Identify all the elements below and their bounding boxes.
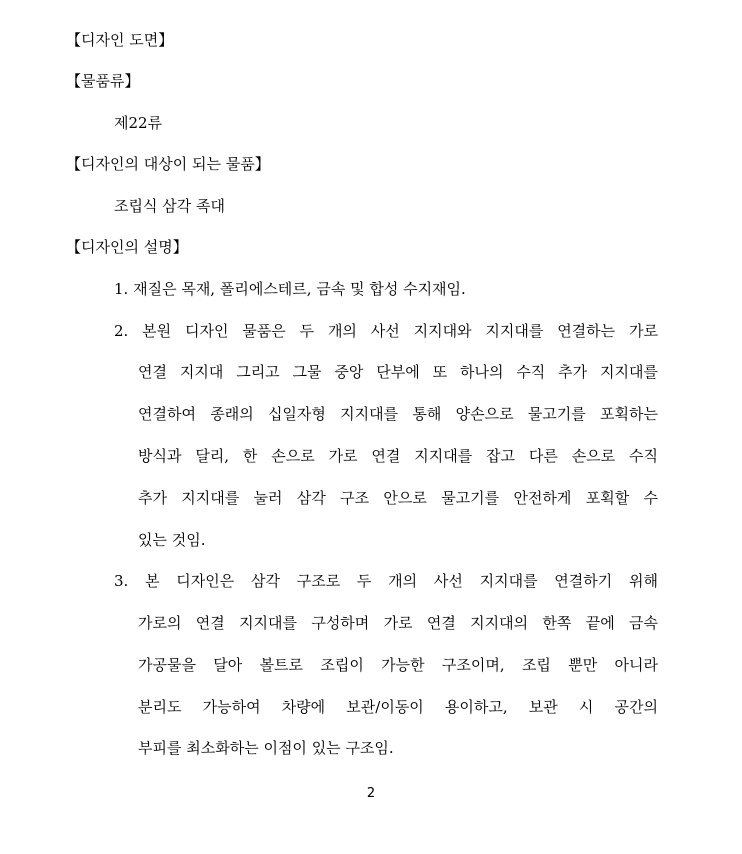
description-item-3 <box>114 571 658 591</box>
item-number: 2. <box>114 322 129 340</box>
item-line: 본원 디자인 물품은 두 개의 사선 지지대와 지지대를 연결하는 가로 <box>142 322 658 340</box>
article-heading: 【디자인의 대상이 되는 물품】 <box>66 155 270 173</box>
class-heading: 【물품류】 <box>66 72 140 90</box>
class-value: 제22류 <box>114 114 163 132</box>
description-heading: 【디자인의 설명】 <box>66 238 188 256</box>
drawing-heading: 【디자인 도면】 <box>66 31 174 49</box>
item-line: 재질은 목재, 폴리에스테르, 금속 및 합성 수지재임. <box>133 280 466 298</box>
item-number: 3. <box>114 572 129 590</box>
item-2-line-2: 연결 지지대 그리고 그물 중앙 단부에 또 하나의 수직 추가 지지대를 <box>138 363 658 381</box>
article-value: 조립식 삼각 족대 <box>114 197 225 215</box>
item-2-line-4: 방식과 달리, 한 손으로 가로 연결 지지대를 잡고 다른 손으로 수직 <box>138 447 658 465</box>
item-3-line-2: 가로의 연결 지지대를 구성하며 가로 연결 지지대의 한쪽 끝에 금속 <box>138 614 658 632</box>
item-3-line-4: 분리도 가능하여 차량에 보관/이동이 용이하고, 보관 시 공간의 <box>138 698 658 716</box>
page-number: 2 <box>366 786 376 801</box>
item-2-line-5: 추가 지지대를 눌러 삼각 구조 안으로 물고기를 안전하게 포획할 수 <box>138 489 658 507</box>
description-item-1 <box>114 279 466 299</box>
item-3-line-3: 가공물을 달아 볼트로 조립이 가능한 구조이며, 조립 뿐만 아니라 <box>138 656 658 674</box>
item-number: 1. <box>114 280 129 298</box>
item-3-line-5: 부피를 최소화하는 이점이 있는 구조임. <box>138 739 394 757</box>
description-item-2 <box>114 321 658 341</box>
item-line: 본 디자인은 삼각 구조로 두 개의 사선 지지대를 연결하기 위해 <box>145 572 658 590</box>
item-2-line-6: 있는 것임. <box>138 531 206 549</box>
item-2-line-3: 연결하여 종래의 십일자형 지지대를 통해 양손으로 물고기를 포획하는 <box>138 405 658 423</box>
